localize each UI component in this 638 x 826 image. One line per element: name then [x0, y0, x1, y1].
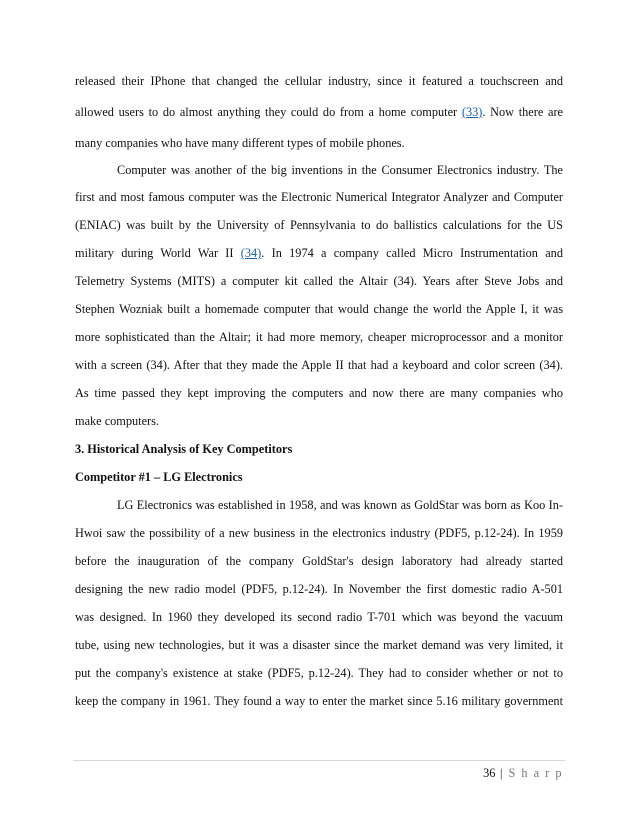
body-line: before the inauguration of the company GoldStar's design laboratory had already started — [75, 554, 563, 568]
body-line: with a screen (34). After that they made the Apple II that had a keyboard and color screen (34). — [75, 358, 563, 372]
body-line: military during World War II (34). In 1974 a company called Micro Instrumentation and — [75, 246, 563, 260]
body-line: allowed users to do almost anything they could do from a home computer (33). Now there are — [75, 105, 563, 119]
body-line: As time passed they kept improving the computers and now there are many companies who — [75, 386, 563, 400]
footer-author: S h a r p — [508, 766, 563, 780]
body-line: Hwoi saw the possibility of a new business in the electronics industry (PDF5, p.12-24). In 1959 — [75, 526, 563, 540]
body-line: Computer was another of the big inventions in the Consumer Electronics industry. The — [117, 163, 563, 177]
page-number: 36 — [483, 766, 496, 780]
page-footer — [483, 766, 563, 780]
body-line: more sophisticated than the Altair; it had more memory, cheaper microprocessor and a monitor — [75, 330, 563, 344]
body-line: put the company's existence at stake (PDF5, p.12-24). They had to consider whether or not to — [75, 666, 563, 680]
body-line: make computers. — [75, 414, 160, 428]
body-line: first and most famous computer was the Electronic Numerical Integrator Analyzer and Computer — [75, 190, 563, 204]
body-line: many companies who have many different types of mobile phones. — [75, 136, 405, 150]
body-line: Telemetry Systems (MITS) a computer kit called the Altair (34). Years after Steve Jobs and — [75, 274, 563, 288]
body-line: designing the new radio model (PDF5, p.12-24). In November the first domestic radio A-501 — [75, 582, 563, 596]
citation-link[interactable]: (33) — [461, 105, 483, 119]
body-line: Stephen Wozniak built a homemade computer that would change the world the Apple I, it was — [75, 302, 563, 316]
body-line: released their IPhone that changed the cellular industry, since it featured a touchscreen and — [75, 74, 563, 88]
footer-separator: | — [499, 766, 504, 780]
section-heading: 3. Historical Analysis of Key Competitors — [75, 442, 293, 456]
body-line: (ENIAC) was built by the University of Pennsylvania to do ballistics calculations for the US — [75, 218, 563, 232]
body-line: tube, using new technologies, but it was a disaster since the market demand was very limited, it — [75, 638, 563, 652]
citation-link[interactable]: (34) — [240, 246, 262, 260]
footer-divider — [73, 760, 565, 761]
body-line: LG Electronics was established in 1958, and was known as GoldStar was born as Koo In- — [117, 498, 563, 512]
body-line: was designed. In 1960 they developed its second radio T-701 which was beyond the vacuum — [75, 610, 563, 624]
subsection-heading: Competitor #1 – LG Electronics — [75, 470, 243, 484]
body-line: keep the company in 1961. They found a way to enter the market since 5.16 military government — [75, 694, 563, 708]
